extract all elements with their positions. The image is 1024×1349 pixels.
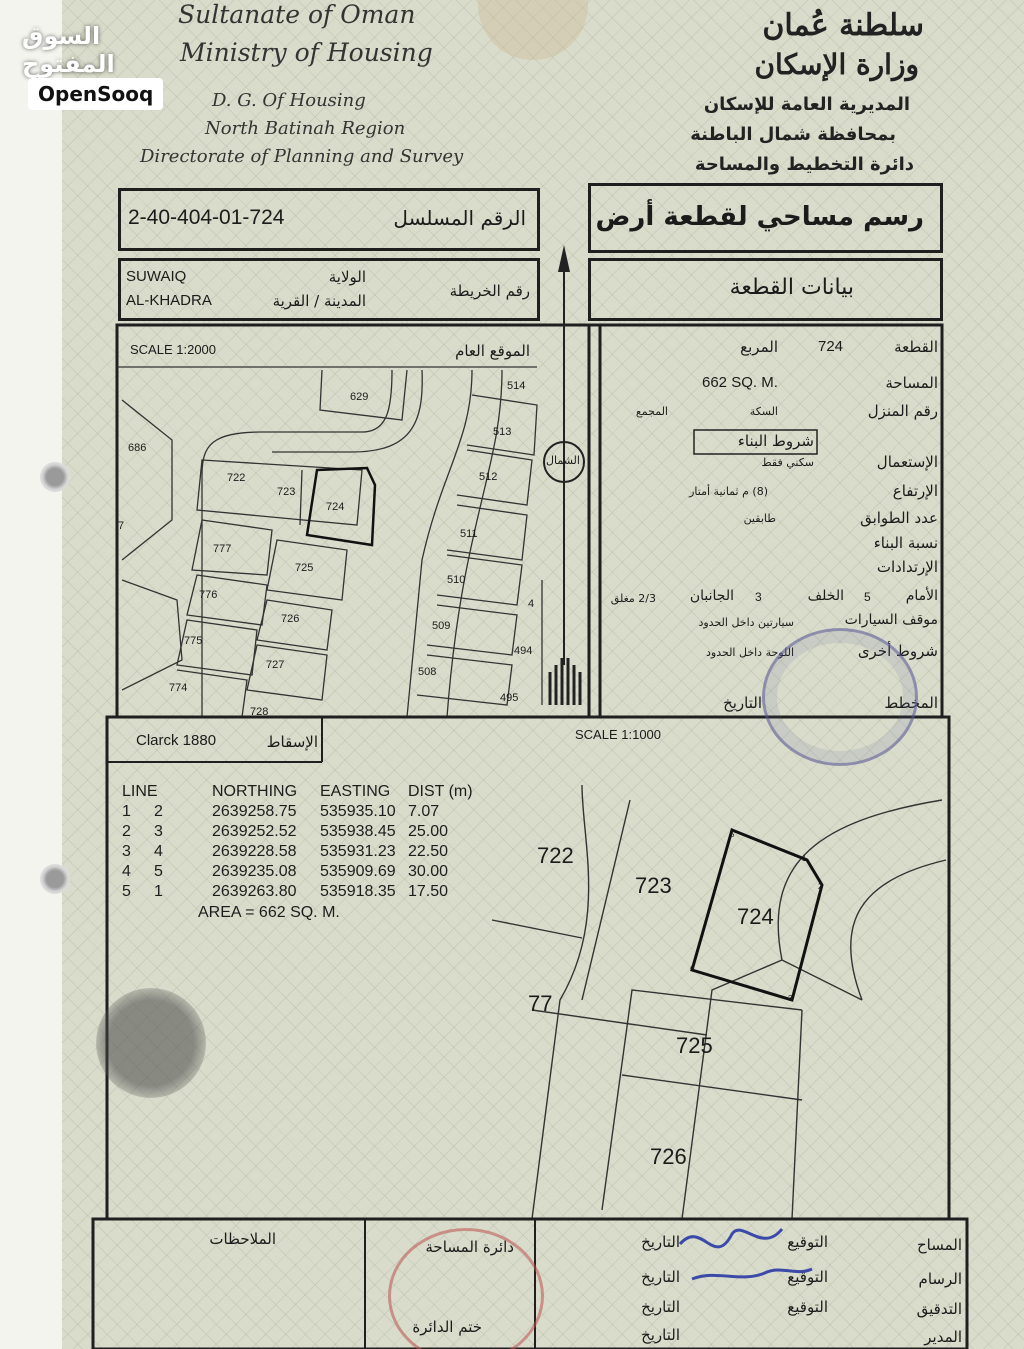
- role-director: المدير: [924, 1328, 962, 1346]
- lot-label-722: 722: [227, 472, 246, 484]
- lot-label-686: 686: [128, 442, 147, 454]
- watermark-en: OpenSooq: [28, 78, 163, 110]
- lot-label-724: 724: [326, 501, 345, 513]
- lot-label-4: 4: [528, 598, 535, 610]
- planner-label: المخطط: [884, 694, 938, 712]
- lot-label-725: 725: [295, 562, 314, 574]
- vertex-3: 3: [788, 994, 793, 1003]
- coordinates-table: [118, 782, 477, 922]
- wilayat-label: الولاية: [328, 268, 366, 286]
- general-map-scale: SCALE 1:2000: [130, 342, 217, 357]
- back-label: الخلف: [807, 588, 844, 604]
- block-label: المربع: [740, 338, 778, 356]
- header-ar-3: المديرية العامة للإسكان: [703, 94, 910, 115]
- lot-label-512: 512: [479, 471, 498, 483]
- detail-lot-725: 725: [676, 1033, 713, 1058]
- lot-label-723: 723: [277, 486, 296, 498]
- table-row: 4 5 2639235.08 535909.69 30.00: [122, 863, 449, 880]
- header-en-3: D. G. Of Housing: [212, 90, 366, 111]
- col-line: LINE: [122, 783, 158, 800]
- parking-label: موقف السيارات: [844, 612, 938, 628]
- lot-label-508: 508: [418, 666, 437, 678]
- lot-label-513: 513: [493, 426, 512, 438]
- area-label: المساحة: [885, 374, 938, 392]
- lot-label-774: 774: [169, 682, 188, 694]
- signature-label-1: التوقيع: [787, 1233, 828, 1251]
- detail-lot-722: 722: [537, 843, 574, 868]
- footer-date-2: التاريخ: [641, 1268, 680, 1286]
- detail-map-scale: SCALE 1:1000: [575, 727, 662, 742]
- table-row: 3 4 2639228.58 535931.23 22.50: [122, 843, 449, 860]
- serial-label: الرقم المسلسل: [393, 206, 526, 230]
- map-no-label: رقم الخريطة: [449, 282, 530, 300]
- header-ar-1: سلطنة عُمان: [762, 8, 924, 43]
- floors-value: طابقين: [743, 512, 776, 525]
- sides-label: الجانبان: [689, 588, 734, 604]
- ratio-label: نسبة البناء: [873, 534, 938, 552]
- vertex-5: 5: [730, 830, 735, 839]
- col-northing: NORTHING: [212, 783, 298, 800]
- floors-label: عدد الطوابق: [860, 509, 938, 527]
- footer-date-1: التاريخ: [641, 1233, 680, 1251]
- header-ar-2: وزارة الإسكان: [754, 48, 919, 81]
- header-ar-5: دائرة التخطيط والمساحة: [694, 154, 914, 175]
- signature-label-2: التوقيع: [787, 1268, 828, 1286]
- table-row: 5 1 2639263.80 535918.35 17.50: [122, 883, 449, 900]
- north-label: الشمال: [546, 454, 580, 467]
- detail-lot-726: 726: [650, 1144, 687, 1169]
- town-label: المدينة / القرية: [272, 292, 366, 310]
- header-en-4: North Batinah Region: [205, 118, 406, 139]
- serial-value: 2-40-404-01-724: [128, 206, 285, 229]
- ministry-stamp-icon: [762, 628, 918, 766]
- detail-lot-723: 723: [635, 873, 672, 898]
- stamp-label: ختم الدائرة: [412, 1318, 482, 1336]
- other-value: اللوحة داخل الحدود: [706, 646, 794, 659]
- watermark-ar: السوق المفتوح: [22, 22, 115, 78]
- lot-no-label: القطعة: [894, 338, 938, 356]
- signature-icon: [672, 1214, 822, 1304]
- lot-label-7: 7: [118, 520, 125, 532]
- punch-hole-2: [40, 864, 70, 894]
- lot-label-728: 728: [250, 706, 269, 718]
- lot-label-775: 775: [184, 635, 203, 647]
- lot-label-726: 726: [281, 613, 300, 625]
- col-easting: EASTING: [320, 783, 391, 800]
- col-dist: DIST (m): [408, 783, 473, 800]
- general-map-title: الموقع العام: [455, 342, 530, 360]
- sikka-label: السكة: [749, 405, 778, 418]
- role-surveyor: المساح: [916, 1236, 962, 1254]
- vertex-1: 1: [802, 854, 807, 863]
- height-label: الإرتفاع: [892, 482, 938, 500]
- plot-date-label: التاريخ: [723, 694, 762, 712]
- header-en-5: Directorate of Planning and Survey: [140, 146, 464, 167]
- footer-date-4: التاريخ: [641, 1326, 680, 1344]
- use-value: سكني فقط: [761, 456, 814, 469]
- area-value: 662 SQ. M.: [702, 374, 778, 391]
- lot-label-494: 494: [514, 645, 533, 657]
- role-checker: التدقيق: [916, 1300, 962, 1318]
- projection-label: الإسقاط: [266, 733, 318, 751]
- vertex-2: 2: [818, 882, 823, 891]
- plot-section-title: بيانات القطعة: [729, 275, 854, 300]
- detail-lot-77: 77: [528, 991, 553, 1016]
- lot-label-777: 777: [213, 543, 232, 555]
- height-value: (8) م ثمانية أمتار: [689, 485, 768, 498]
- header-en-2: Ministry of Housing: [180, 38, 433, 67]
- wilayat-value: SUWAIQ: [126, 268, 187, 285]
- notes-label: الملاحظات: [209, 1230, 276, 1248]
- table-header-row: [118, 782, 477, 802]
- table-row: 1 2 2639258.75 535935.10 7.07: [122, 803, 440, 820]
- role-drafter: الرسام: [918, 1270, 962, 1288]
- footer-date-3: التاريخ: [641, 1298, 680, 1316]
- header-ar-4: بمحافظة شمال الباطنة: [690, 124, 896, 145]
- opensooq-watermark: [8, 18, 178, 106]
- complex-label: المجمع: [635, 405, 668, 418]
- seal-icon: [96, 988, 206, 1098]
- front-label: الأمام: [905, 588, 938, 604]
- building-conditions: شروط البناء: [737, 432, 814, 450]
- area-total: AREA = 662 SQ. M.: [198, 904, 340, 921]
- doc-title: رسم مساحي لقطعة أرض: [595, 202, 924, 232]
- lot-label-495: 495: [500, 692, 519, 704]
- other-label: شروط أخرى: [857, 642, 938, 660]
- signature-label-3: التوقيع: [787, 1298, 828, 1316]
- lot-label-727: 727: [266, 659, 285, 671]
- projection-value: Clarck 1880: [136, 732, 217, 749]
- back-value: 3: [755, 590, 762, 604]
- lot-label-510: 510: [447, 574, 466, 586]
- header-en-1: Sultanate of Oman: [178, 0, 416, 29]
- town-value: AL-KHADRA: [126, 292, 212, 309]
- front-value: 5: [864, 590, 871, 604]
- lot-label-509: 509: [432, 620, 451, 632]
- table-row: 2 3 2639252.52 535938.45 25.00: [122, 823, 449, 840]
- lot-label-514: 514: [507, 380, 526, 392]
- lot-label-511: 511: [460, 528, 478, 540]
- punch-hole-1: [40, 462, 70, 492]
- lot-label-776: 776: [199, 589, 218, 601]
- lot-no-value: 724: [818, 338, 844, 355]
- setbacks-label: الإرتدادات: [876, 558, 938, 576]
- dept-label: دائرة المساحة: [425, 1238, 514, 1256]
- house-no-label: رقم المنزل: [867, 402, 938, 420]
- lot-label-629: 629: [350, 391, 369, 403]
- sides-value: 2/3 مغلق: [610, 592, 656, 605]
- vertex-4: 4: [690, 963, 695, 972]
- detail-lot-724: 724: [737, 904, 774, 929]
- use-label: الإستعمال: [876, 453, 938, 471]
- parking-value: سيارتين داخل الحدود: [698, 616, 794, 629]
